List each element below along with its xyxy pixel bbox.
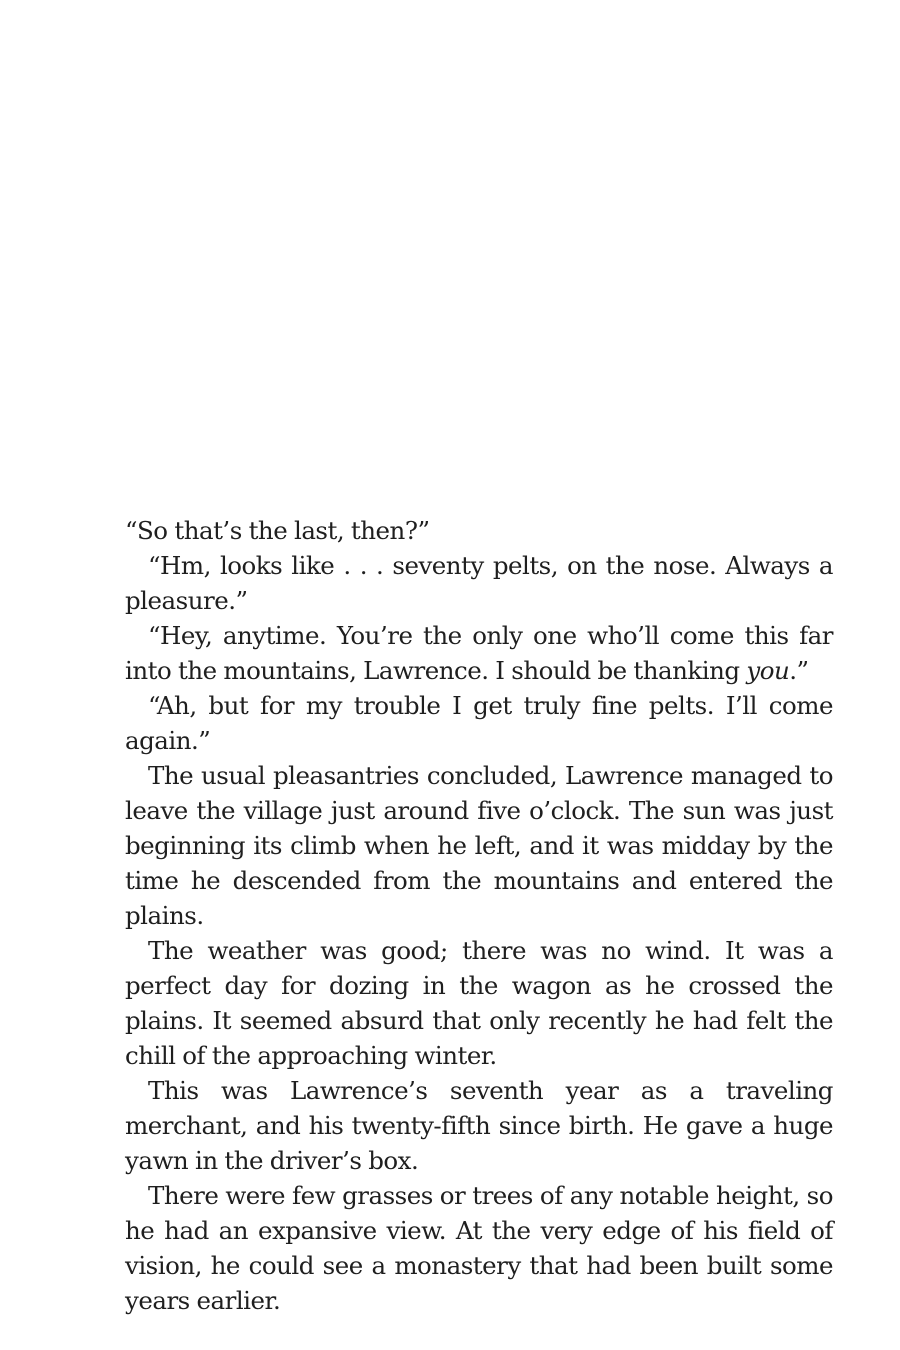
paragraph: “Hm, looks like . . . seventy pelts, on the nose. Always a pleasure.” [125, 551, 833, 615]
paragraph-text: .” [789, 656, 809, 685]
paragraph: “So that’s the last, then?” [125, 516, 430, 545]
paragraph: This was Lawrence’s seventh year as a traveling merchant, and his twenty-fifth since birth. He gave a huge yawn in the driver’s box. [125, 1076, 833, 1175]
body-text [125, 513, 833, 1318]
paragraph: The weather was good; there was no wind. It was a perfect day for dozing in the wagon as he crossed the plains. It seemed absurd that only recently he had felt the chill of the approaching winter. [125, 936, 833, 1070]
emphasized-word: you [746, 656, 790, 685]
paragraph: There were few grasses or trees of any notable height, so he had an expansive view. At the very edge of his field of vision, he could see a monastery that had been built some years earlier. [125, 1181, 833, 1315]
paragraph-text: “Hey, anytime. You’re the only one who’ll come this far into the mountains, Lawrence. I should be thanking [125, 621, 833, 685]
paragraph [125, 618, 833, 688]
paragraph: “Ah, but for my trouble I get truly fine pelts. I’ll come again.” [125, 691, 833, 755]
paragraph: The usual pleasantries concluded, Lawrence managed to leave the village just around five o’clock. The sun was just beginning its climb when he left, and it was midday by the time he descended from the mountains and entered the plains. [125, 761, 833, 930]
